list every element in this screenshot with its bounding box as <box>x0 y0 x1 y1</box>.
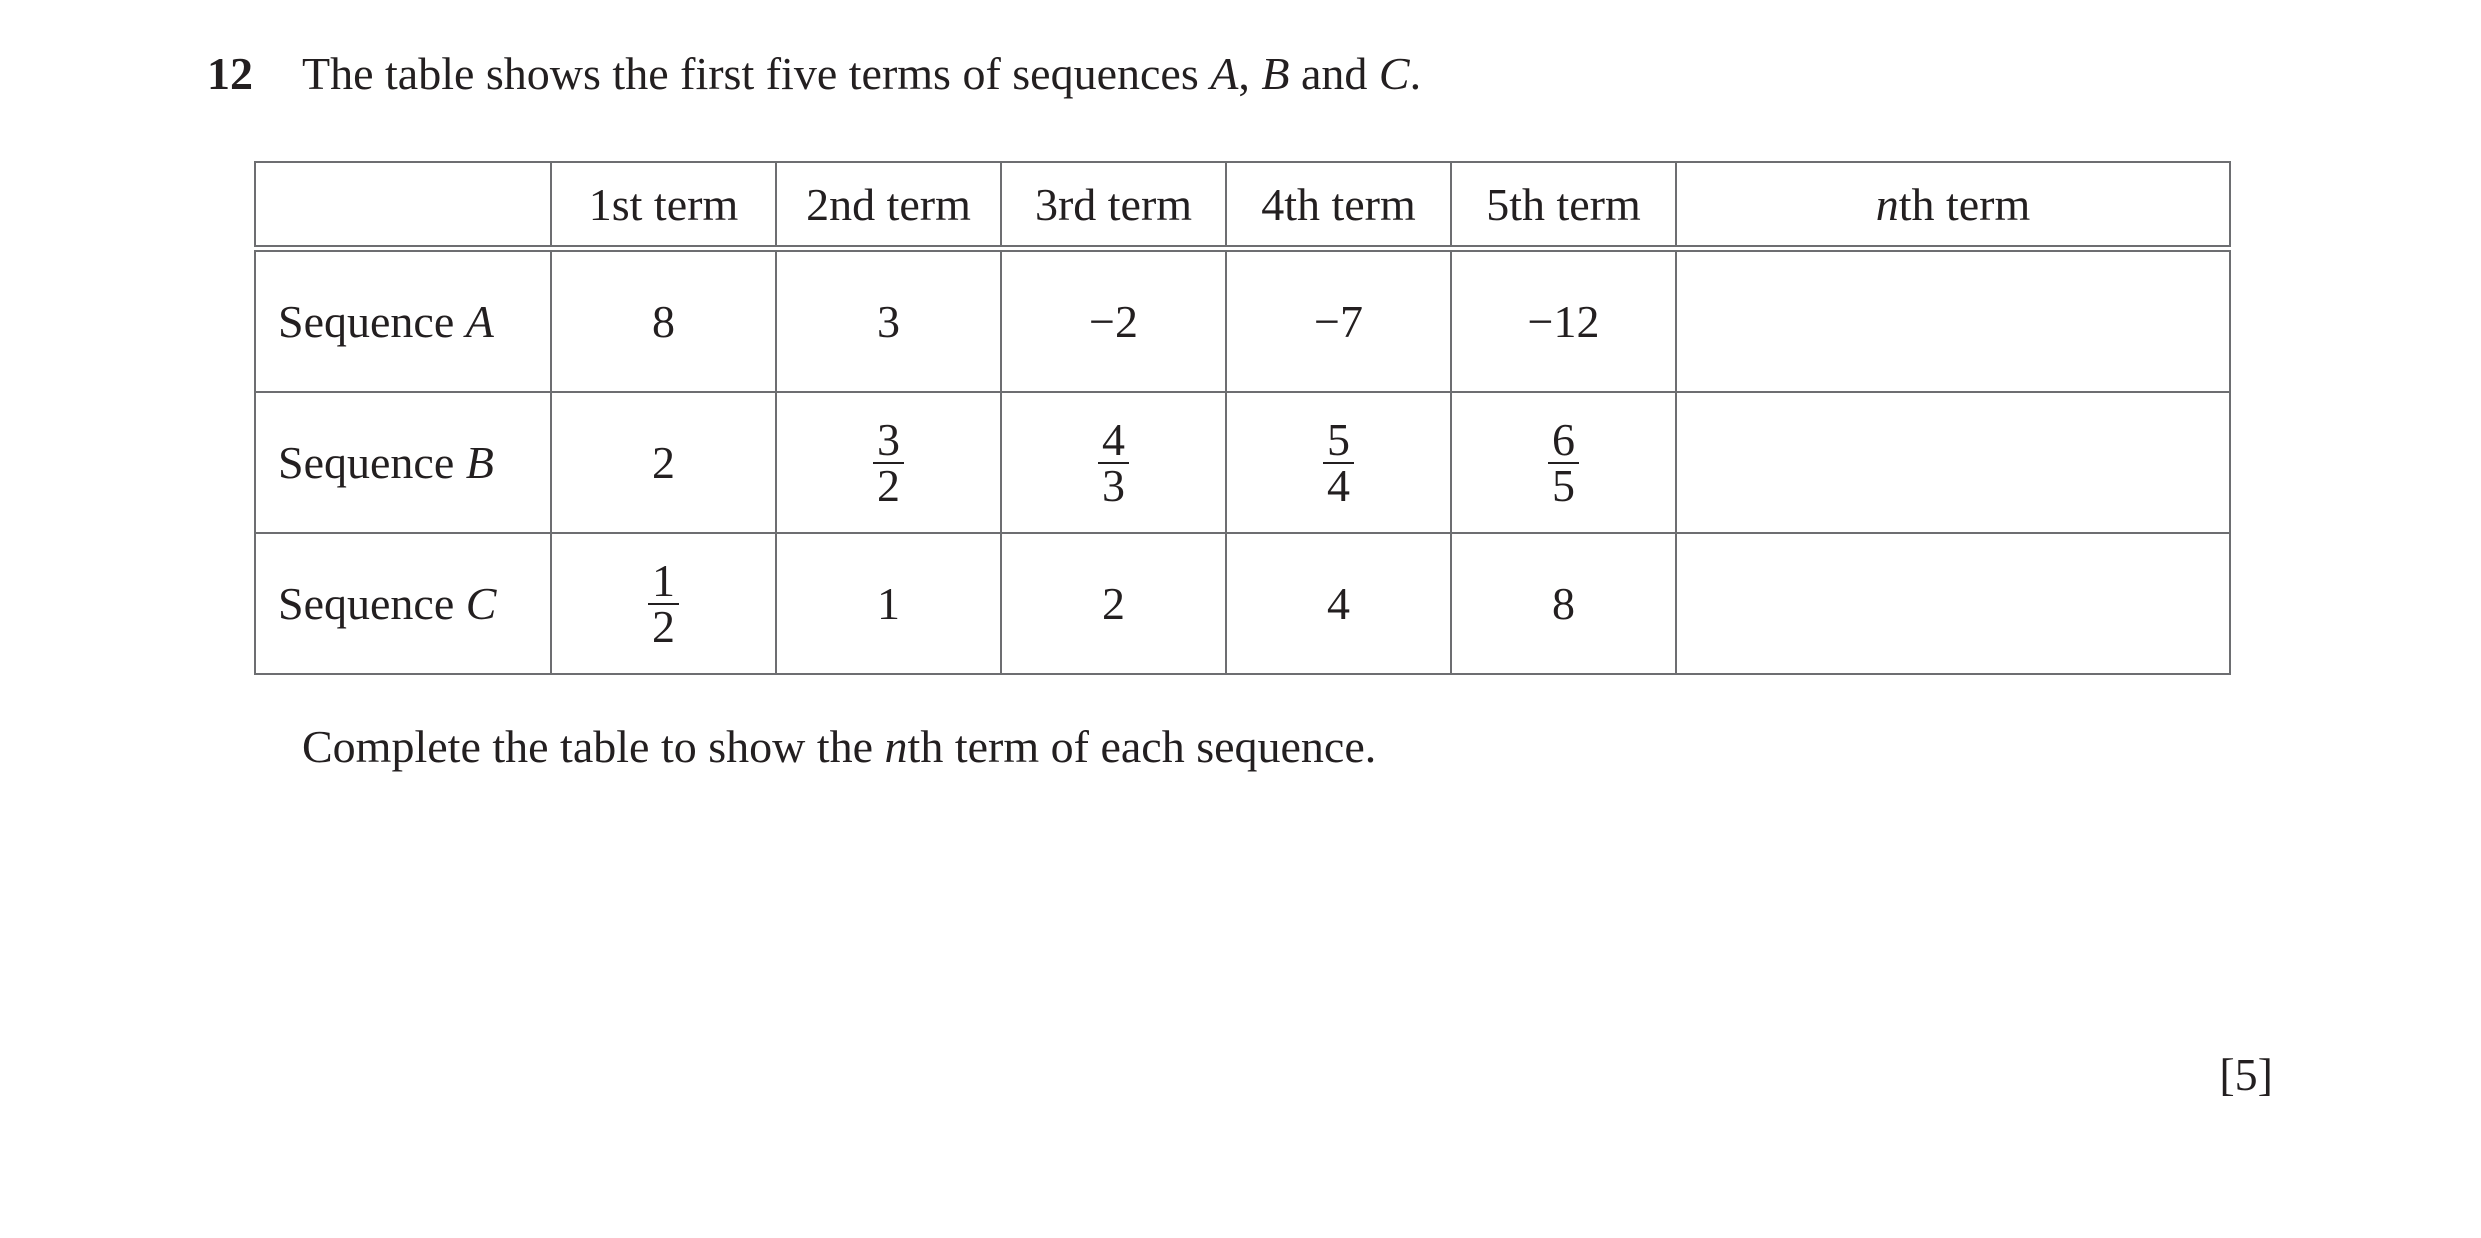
term-value: 1 <box>877 578 900 629</box>
sequence-a-letter: A <box>1210 48 1239 99</box>
term-cell <box>551 533 776 674</box>
nth-term-answer-cell[interactable] <box>1676 249 2230 393</box>
term-value: 8 <box>652 296 675 347</box>
question-number: 12 <box>207 48 253 99</box>
term-cell <box>776 533 1001 674</box>
term-value: 3 <box>877 296 900 347</box>
table-row <box>255 392 2230 533</box>
fraction-numerator: 6 <box>1548 418 1579 464</box>
table-row <box>255 249 2230 393</box>
fraction <box>1548 413 1579 511</box>
instruction-before: Complete the table to show the <box>302 721 885 772</box>
table-body <box>255 249 2230 675</box>
term-value: 8 <box>1552 578 1575 629</box>
term-cell <box>1001 249 1226 393</box>
header-nth-term <box>1676 162 2230 249</box>
sequence-c-letter: C <box>1378 48 1410 99</box>
fraction-denominator: 4 <box>1327 459 1350 511</box>
term-cell <box>1451 249 1676 393</box>
fraction <box>1098 413 1129 511</box>
header-blank <box>255 162 551 249</box>
row-label-text: Sequence <box>278 437 466 488</box>
term-value: −2 <box>1089 296 1138 347</box>
fraction <box>648 554 679 652</box>
term-cell <box>776 249 1001 393</box>
row-label <box>255 392 551 533</box>
row-label <box>255 533 551 674</box>
fraction-denominator: 5 <box>1552 459 1575 511</box>
term-value: −12 <box>1527 296 1600 347</box>
header-3rd-term: 3rd term <box>1001 162 1226 249</box>
fraction-denominator: 3 <box>1102 459 1125 511</box>
fraction <box>1323 413 1354 511</box>
stem-comma: , <box>1238 48 1262 99</box>
nth-term-answer-cell[interactable] <box>1676 533 2230 674</box>
instruction-after: th term of each sequence. <box>907 721 1377 772</box>
fraction-numerator: 4 <box>1098 418 1129 464</box>
stem-text: The table shows the first five terms of sequences <box>302 48 1211 99</box>
fraction-numerator: 1 <box>648 559 679 605</box>
term-cell <box>551 249 776 393</box>
term-value: 2 <box>652 437 675 488</box>
header-nth-rest: th term <box>1898 178 2031 230</box>
term-cell <box>1001 533 1226 674</box>
row-label-letter: A <box>465 296 494 347</box>
term-cell <box>776 392 1001 533</box>
fraction-numerator: 3 <box>873 418 904 464</box>
term-value: 2 <box>1102 578 1125 629</box>
stem-period: . <box>1409 48 1422 99</box>
header-4th-term: 4th term <box>1226 162 1451 249</box>
row-label-text: Sequence <box>278 578 466 629</box>
fraction <box>873 413 904 511</box>
term-value: 4 <box>1327 578 1350 629</box>
term-cell <box>1451 392 1676 533</box>
term-cell <box>1451 533 1676 674</box>
row-label-text: Sequence <box>278 296 466 347</box>
table-row <box>255 533 2230 674</box>
stem-and: and <box>1289 48 1379 99</box>
row-label-letter: B <box>465 437 494 488</box>
term-cell <box>1226 533 1451 674</box>
marks-allocation: [5] <box>2219 1049 2273 1100</box>
question-stem <box>302 44 1421 104</box>
row-label-letter: C <box>465 578 497 629</box>
row-label <box>255 249 551 393</box>
sequence-b-letter: B <box>1261 48 1290 99</box>
fraction-numerator: 5 <box>1323 418 1354 464</box>
term-value: −7 <box>1314 296 1363 347</box>
nth-term-answer-cell[interactable] <box>1676 392 2230 533</box>
instruction-italic-n: n <box>884 721 908 772</box>
header-nth-italic: n <box>1875 178 1899 230</box>
fraction-denominator: 2 <box>652 600 675 652</box>
term-cell <box>1226 392 1451 533</box>
header-2nd-term: 2nd term <box>776 162 1001 249</box>
sequence-table <box>254 161 2231 675</box>
fraction-denominator: 2 <box>877 459 900 511</box>
term-cell <box>1001 392 1226 533</box>
table-header-row <box>255 162 2230 249</box>
term-cell <box>1226 249 1451 393</box>
instruction <box>302 717 1376 777</box>
header-1st-term: 1st term <box>551 162 776 249</box>
header-5th-term: 5th term <box>1451 162 1676 249</box>
term-cell <box>551 392 776 533</box>
